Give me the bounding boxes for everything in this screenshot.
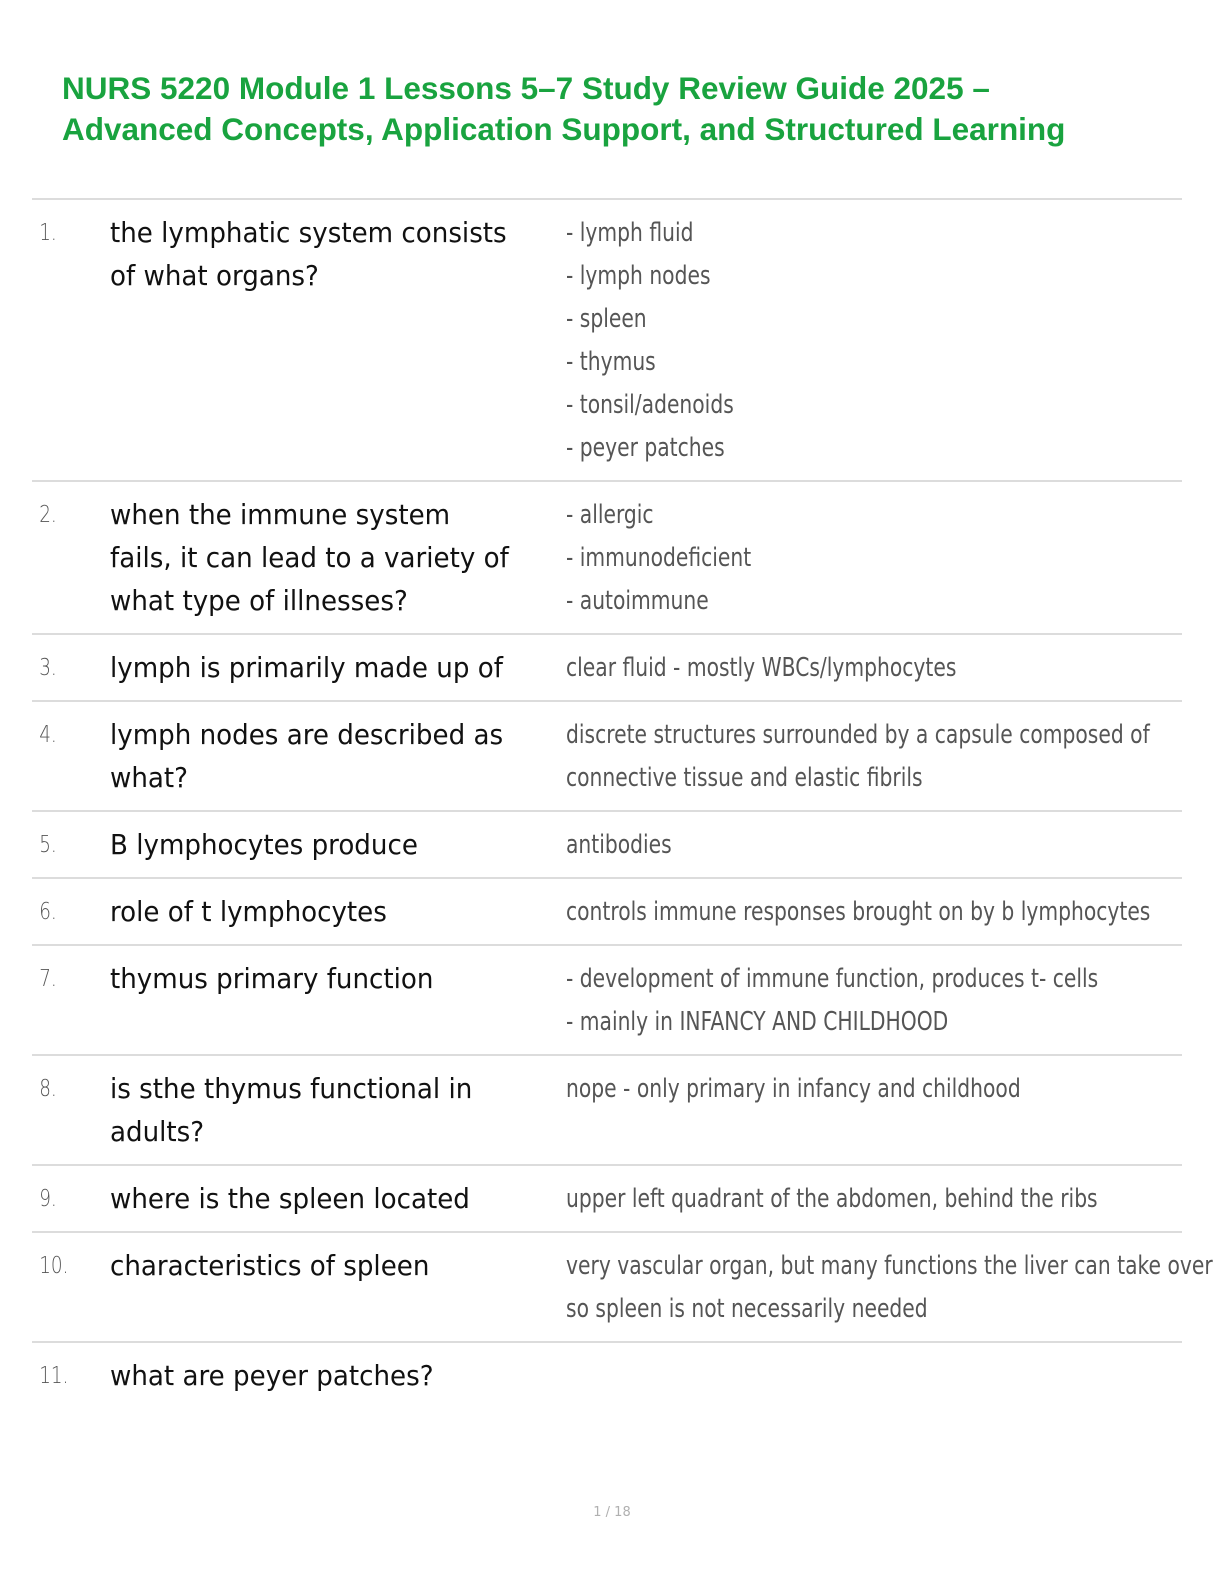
flashcard-term-line: fails, it can lead to a variety of xyxy=(110,542,509,574)
flashcard-number: 3. xyxy=(39,655,57,681)
flashcard-definition-line: upper left quadrant of the abdomen, behind the ribs xyxy=(566,1184,1098,1214)
flashcard-number: 10. xyxy=(39,1253,69,1279)
flashcard-term xyxy=(110,647,543,690)
flashcard-definition xyxy=(566,1068,1046,1111)
flashcard-number: 5. xyxy=(39,832,57,858)
flashcard-definition-line: nope - only primary in infancy and childhood xyxy=(566,1074,1021,1104)
flashcard-definition-line: clear fluid - mostly WBCs/lymphocytes xyxy=(566,653,957,683)
flashcard-number: 7. xyxy=(39,966,57,992)
flashcard-term-line: adults? xyxy=(110,1116,205,1148)
document-title-line-2: Advanced Concepts, Application Support, and Structured Learning xyxy=(62,111,1066,147)
flashcard-definition-line: - thymus xyxy=(566,347,656,377)
flashcard-definition-line: - mainly in INFANCY AND CHILDHOOD xyxy=(566,1007,949,1037)
flashcard-term-line: the lymphatic system consists xyxy=(110,217,507,249)
flashcard-term-line: when the immune system xyxy=(110,499,451,531)
document-title xyxy=(62,68,1212,150)
flashcard-term-line: of what organs? xyxy=(110,260,319,292)
flashcard-definition-line: discrete structures surrounded by a capsule composed of xyxy=(566,720,1150,750)
flashcard-number: 6. xyxy=(39,899,57,925)
flashcard-list xyxy=(32,198,1213,1398)
flashcard-definition-line: controls immune responses brought on by b lymphocytes xyxy=(566,897,1151,927)
flashcard-definition xyxy=(566,824,1046,867)
flashcard-row xyxy=(32,482,1182,635)
flashcard-definition-line: - spleen xyxy=(566,304,647,334)
flashcard-term xyxy=(110,958,543,1001)
flashcard-term-line: is sthe thymus functional in xyxy=(110,1073,473,1105)
flashcard-number: 2. xyxy=(39,502,57,528)
flashcard-definition xyxy=(566,714,1150,800)
flashcard-definition xyxy=(566,891,1150,934)
flashcard-definition-line: - allergic xyxy=(566,500,654,530)
flashcard-term-line: lymph nodes are described as xyxy=(110,719,504,751)
flashcard-term-line: what? xyxy=(110,762,189,794)
flashcard-definition-line: - immunodeficient xyxy=(566,543,752,573)
flashcard-number: 11. xyxy=(39,1363,69,1389)
flashcard-definition-line: so spleen is not necessarily needed xyxy=(566,1294,928,1324)
flashcard-definition xyxy=(566,1245,1213,1331)
flashcard-term xyxy=(110,891,543,934)
flashcard-definition-line: - development of immune function, produces t- cells xyxy=(566,964,1099,994)
flashcard-row xyxy=(32,702,1182,812)
flashcard-definition xyxy=(566,212,1046,470)
flashcard-definition-line: antibodies xyxy=(566,830,672,860)
flashcard-term xyxy=(110,824,543,867)
flashcard-row xyxy=(32,812,1182,879)
flashcard-row xyxy=(32,1233,1213,1343)
flashcard-term xyxy=(110,212,543,298)
flashcard-row xyxy=(32,946,1182,1056)
flashcard-row xyxy=(32,635,1182,702)
flashcard-term xyxy=(110,494,543,623)
flashcard-number: 8. xyxy=(39,1076,57,1102)
flashcard-term xyxy=(110,1178,543,1221)
flashcard-term xyxy=(110,1068,543,1154)
flashcard-number: 4. xyxy=(39,722,57,748)
flashcard-definition xyxy=(566,647,1046,690)
flashcard-term xyxy=(110,1245,543,1288)
flashcard-term-line: what are peyer patches? xyxy=(110,1360,434,1392)
document-title-line-1: NURS 5220 Module 1 Lessons 5–7 Study Review Guide 2025 – xyxy=(62,70,990,106)
flashcard-definition-line: connective tissue and elastic fibrils xyxy=(566,763,923,793)
flashcard-number: 9. xyxy=(39,1186,57,1212)
flashcard-definition-line: - autoimmune xyxy=(566,586,709,616)
flashcard-definition xyxy=(566,494,1046,623)
flashcard-row xyxy=(32,879,1182,946)
flashcard-number: 1. xyxy=(39,220,57,246)
flashcard-row xyxy=(32,1166,1182,1233)
flashcard-term xyxy=(110,714,543,800)
flashcard-row xyxy=(32,200,1182,482)
page-number: 1 / 18 xyxy=(593,1505,631,1520)
flashcard-row xyxy=(32,1056,1182,1166)
flashcard-term-line: what type of illnesses? xyxy=(110,585,408,617)
flashcard-definition-line: - peyer patches xyxy=(566,433,725,463)
flashcard-term-line: where is the spleen located xyxy=(110,1183,470,1215)
flashcard-term-line: characteristics of spleen xyxy=(110,1250,430,1282)
flashcard-term-line: lymph is primarily made up of xyxy=(110,652,503,684)
flashcard-definition-line: - lymph fluid xyxy=(566,218,694,248)
flashcard-definition-line: - tonsil/adenoids xyxy=(566,390,734,420)
flashcard-definition-line: very vascular organ, but many functions the liver can take over xyxy=(566,1251,1213,1281)
flashcard-term-line: thymus primary function xyxy=(110,963,434,995)
flashcard-term-line: role of t lymphocytes xyxy=(110,896,387,928)
flashcard-term-line: B lymphocytes produce xyxy=(110,829,418,861)
flashcard-definition xyxy=(566,958,1098,1044)
flashcard-term xyxy=(110,1355,543,1398)
flashcard-row xyxy=(32,1343,1182,1398)
flashcard-definition-line: - lymph nodes xyxy=(566,261,711,291)
flashcard-definition xyxy=(566,1178,1098,1221)
